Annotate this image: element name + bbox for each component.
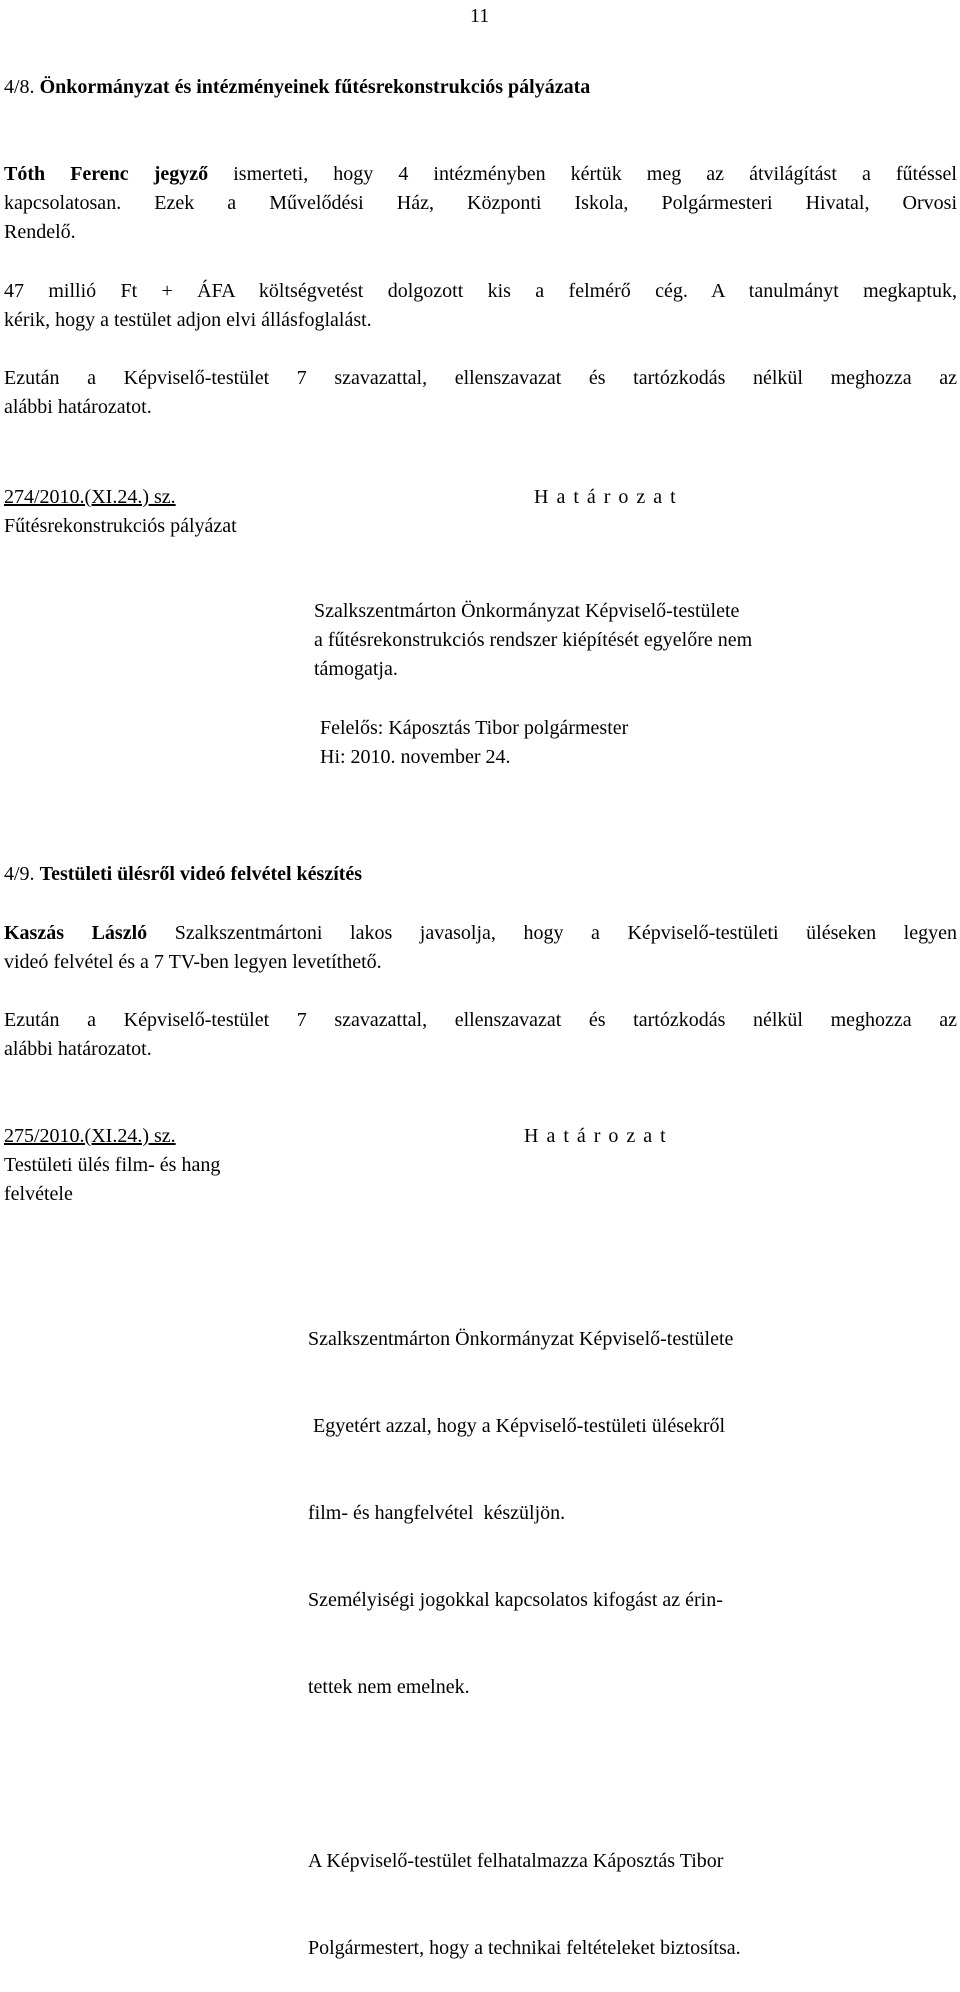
resolution-responsible: Felelős: Káposztás Tibor polgármester xyxy=(320,717,629,739)
paragraph-budget: 47 millió Ft + ÁFA költségvetést dolgozott kis a felmérő cég. A tanulmányt megkaptuk, kérik, hogy a testület adjon elvi állásfoglalást. xyxy=(4,280,957,331)
section-heading-4-9 xyxy=(4,860,362,889)
paragraph-intro: Tóth Ferenc jegyző ismerteti, hogy 4 intézményben kértük meg az átvilágítást a fűtéssel kapcsolatosan. Ezek a Művelődési Ház, Központi Iskola, Polgármesteri Hivatal, Orvosi Rendelő. xyxy=(4,163,957,243)
resolution-body: Szalkszentmárton Önkormányzat Képviselő-testülete a fűtésrekonstrukciós rendszer kiépítését egyelőre nem támogatja. xyxy=(314,600,753,680)
section-heading-4-8 xyxy=(4,73,590,102)
paragraph-vote: Ezután a Képviselő-testület 7 szavazattal, ellenszavazat és tartózkodás nélkül meghozza az alábbi határozatot. xyxy=(4,367,957,418)
paragraph-vote: Ezután a Képviselő-testület 7 szavazattal, ellenszavazat és tartózkodás nélkül meghozza az alábbi határozatot. xyxy=(4,1009,957,1060)
speaker-name: Kaszás László xyxy=(4,922,148,944)
resolution-subject: Fűtésrekonstrukciós pályázat xyxy=(4,515,237,537)
resolution-heading: H a t á r o z a t xyxy=(524,1125,668,1147)
speaker-name: Tóth Ferenc jegyző xyxy=(4,163,209,185)
paragraph-proposal: Kaszás László Szalkszentmártoni lakos javasolja, hogy a Képviselő-testületi üléseken legyen videó felvétel és a 7 TV-ben legyen levetíthető. xyxy=(4,922,957,973)
resolution-deadline: Hi: 2010. november 24. xyxy=(320,746,511,768)
section-title: Önkormányzat és intézményeinek fűtésrekonstrukciós pályázata xyxy=(39,76,591,98)
resolution-body: Szalkszentmárton Önkormányzat Képviselő-testülete Egyetért azzal, hogy a Képviselő-testületi ülésekről film- és hangfelvétel készüljön. Személyiségi jogokkal kapcsolatos kifogást az érin- tettek nem emelnek. A Képviselő-testület felhatalmazza Káposztás Tibor Polgármestert, hogy a technikai feltételeket biztosítsa. xyxy=(308,1328,741,1959)
section-title: Testületi ülésről videó felvétel készítés xyxy=(39,863,363,885)
resolution-heading: H a t á r o z a t xyxy=(534,486,678,508)
page-number: 11 xyxy=(470,5,490,27)
section-number: 4/8. xyxy=(4,76,35,98)
resolution-number: 275/2010.(XI.24.) sz. xyxy=(4,1125,176,1147)
section-number: 4/9. xyxy=(4,863,35,885)
resolution-number: 274/2010.(XI.24.) sz. xyxy=(4,486,176,508)
resolution-subject: Testületi ülés film- és hang felvétele xyxy=(4,1154,221,1205)
